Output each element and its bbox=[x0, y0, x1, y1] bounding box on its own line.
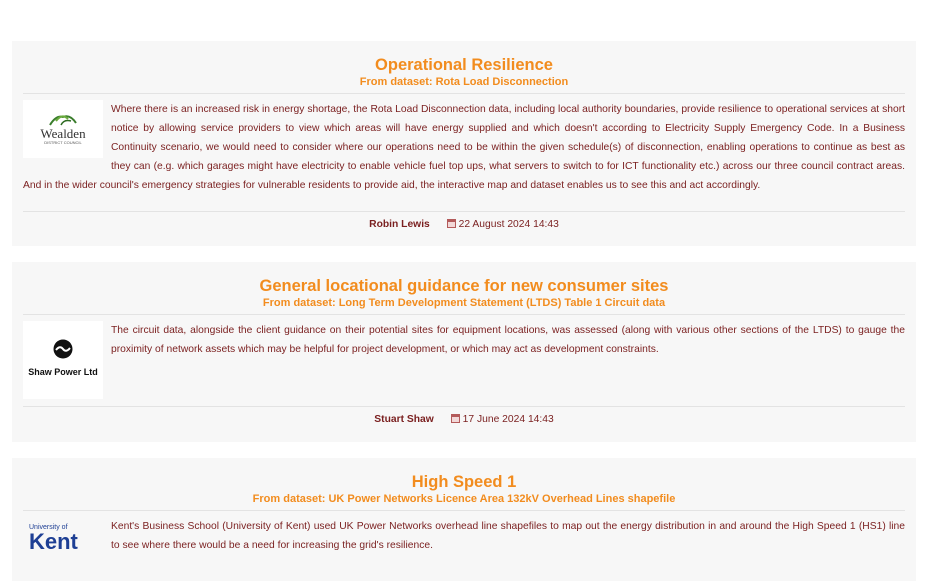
card-body bbox=[23, 321, 905, 377]
author-name: Robin Lewis bbox=[369, 219, 430, 230]
logo-top-line: University of bbox=[29, 524, 68, 531]
calendar-icon bbox=[451, 414, 460, 423]
card-title[interactable]: High Speed 1 bbox=[411, 473, 517, 491]
card-footer bbox=[23, 211, 905, 236]
card-description: Where there is an increased risk in energy shortage, the Rota Load Disconnection data, including local authority boundaries, provide resilience to operational services at short notice by allowing service providers to view which areas will have energy supplied and which doesn't according to Electricity Supply Emergency Code. In a Business Continuity scenario, we would need to consider where our operations need to be within the given schedule(s) of disconnection, enabling operations to continue as best as they can (e.g. which garages might have electricity to enable vehicle fuel top ups, what servers to switch to for ICT functionality etc.) across our three council contract areas. And in the wider council's emergency strategies for vulnerable residents to provide aid, the interactive map and dataset enables us to see this and act accordingly. bbox=[23, 104, 905, 191]
card-description: The circuit data, alongside the client guidance on their potential sites for equipment locations, was assessed (along with various other sections of the LTDS) to gauge the proximity of network assets which may be helpful for project development, or which may act as development constraints. bbox=[111, 325, 905, 355]
shaw-power-icon bbox=[53, 339, 73, 359]
logo-wordmark: Kent bbox=[29, 529, 78, 554]
logo-wordmark: Shaw Power Ltd bbox=[28, 366, 98, 377]
wealden-logo bbox=[23, 100, 103, 158]
dataset-link[interactable]: From dataset: Rota Load Disconnection bbox=[23, 75, 905, 94]
use-case-card bbox=[12, 458, 916, 581]
dataset-link[interactable]: From dataset: Long Term Development Statement (LTDS) Table 1 Circuit data bbox=[23, 296, 905, 315]
shaw-power-logo bbox=[23, 321, 103, 399]
card-body bbox=[23, 517, 905, 555]
card-title[interactable]: General locational guidance for new consumer sites bbox=[259, 277, 669, 295]
author-name: Stuart Shaw bbox=[374, 414, 434, 425]
post-date: 17 June 2024 14:43 bbox=[462, 414, 554, 425]
use-case-card bbox=[12, 262, 916, 442]
post-date: 22 August 2024 14:43 bbox=[458, 219, 559, 230]
card-description: Kent's Business School (University of Kent) used UK Power Networks overhead line shapefiles to map out the energy distribution in and around the High Speed 1 (HS1) line to see where there would be a need for increasing the grid's resilience. bbox=[111, 521, 905, 551]
university-of-kent-logo bbox=[23, 517, 103, 559]
leaf-icon bbox=[46, 113, 80, 127]
calendar-icon bbox=[447, 219, 456, 228]
logo-wordmark: Wealden bbox=[40, 126, 86, 141]
dataset-link[interactable]: From dataset: UK Power Networks Licence Area 132kV Overhead Lines shapefile bbox=[23, 492, 905, 511]
use-case-card bbox=[12, 41, 916, 246]
card-title[interactable]: Operational Resilience bbox=[375, 56, 553, 74]
card-body bbox=[23, 100, 905, 195]
logo-tagline: DISTRICT COUNCIL bbox=[44, 140, 82, 145]
card-footer bbox=[23, 406, 905, 431]
